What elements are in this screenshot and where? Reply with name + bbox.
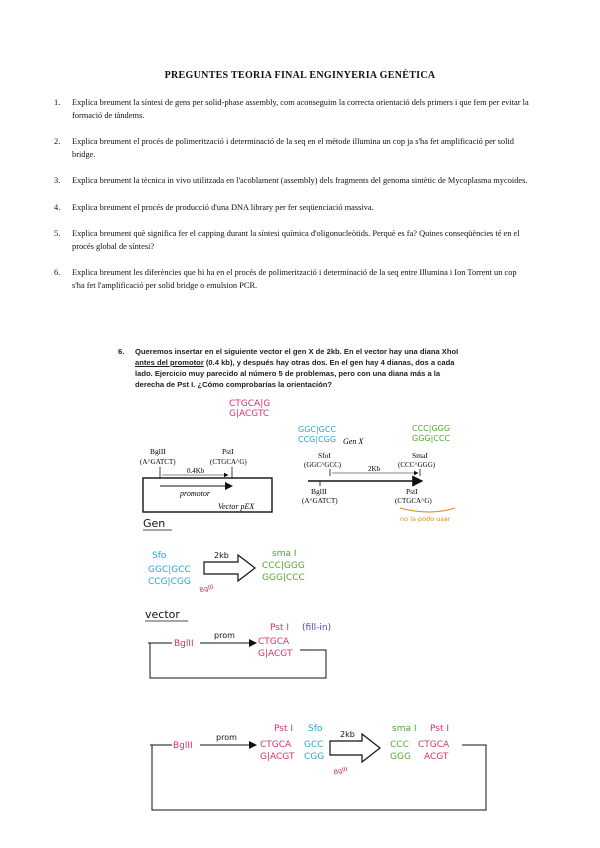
sfo-seq-bottom: CCG|CGG [298, 435, 337, 444]
smai-site: (CCC^GGG) [398, 461, 436, 469]
final-bgl-small: BglII [332, 765, 349, 777]
final-construct [150, 724, 486, 810]
final-sfo-bottom: CGG [304, 752, 325, 762]
final-sma-label: sma I [392, 724, 417, 734]
psti2-site: (CTGCA^G) [395, 497, 432, 505]
question-number: 4. [54, 202, 61, 212]
bglii2-site: (A^GATCT) [302, 497, 338, 505]
vector-name: Vector pEX [218, 502, 255, 511]
question-text: Explica breument el procés de polimerització i determinació de la seq en el mètode illumina un cop ja s'ha fet amplificació per solid bridge. [72, 137, 514, 159]
page-title: PREGUNTES TEORIA FINAL ENGINYERIA GENÈTICA [164, 70, 436, 81]
sma-seq-bottom: GGG|CCC [412, 434, 451, 443]
question-text: Explica breument les diferències que hi ha en el procés de polimerització i determinació de la seq entre Illumina i Ion Torrent un cop s'ha fet l'amplificació per solid bridge o emulsion PCR. [72, 268, 517, 290]
vector-pst-top: CTGCA [258, 637, 290, 647]
final-gene-arrow [330, 734, 380, 762]
orange-underline [400, 508, 455, 512]
final-2kb: 2kb [340, 730, 355, 739]
question-number: 2. [54, 137, 61, 146]
gen-sfo-label: Sfo [152, 551, 167, 561]
bglii2-label: BglII [311, 487, 327, 496]
pst-seq-top: CTGCA|G [229, 399, 271, 409]
vector-section [145, 608, 331, 678]
question-text: Explica breument què significa fer el capping durant la síntesi química d'oligonucleòtids. Perquè es fa? Quines conseqüències té en el procés global de síntesi? [72, 229, 520, 251]
final-pst2-top: CTGCA [418, 740, 450, 750]
gen-sma-top: CCC|GGG [262, 561, 305, 571]
bglii-label: BglII [150, 447, 166, 456]
question-number: 3. [54, 176, 61, 185]
question-number: 5. [54, 229, 61, 238]
gen-heading: Gen [143, 517, 166, 530]
vector-diagram [140, 399, 455, 523]
distance-2kb: 2Kb [368, 465, 381, 473]
gen-2kb: 2kb [214, 551, 229, 560]
final-pst-label: Pst I [274, 724, 294, 734]
vector-prom: prom [214, 631, 235, 640]
gen-sma-label: sma I [272, 549, 297, 559]
question-text: Explica breument la síntesi de gens per solid-phase assembly, com aconseguim la correcta orientació dels primers i que fem per evitar la formació de tàndems. [72, 98, 529, 120]
psti2-label: PstI [406, 487, 418, 496]
final-sma-bottom: GGG [390, 752, 411, 762]
gen-section [143, 517, 305, 594]
sma-seq-top: CCC|GGG [412, 424, 451, 433]
question-text: Explica breument la tècnica in vivo utilitzada en l'acoblament (assembly) dels fragments del genoma sintètic de Mycoplasma mycoides. [72, 176, 528, 185]
sfo-seq-top: GGC|GCC [298, 425, 337, 434]
gen-arrow [204, 555, 255, 581]
final-pst2-label: Pst I [430, 724, 450, 734]
final-bgl: BglII [173, 741, 193, 751]
final-pst-top: CTGCA [260, 740, 292, 750]
psti-label: PstI [222, 447, 234, 456]
final-sfo-top: GCC [304, 740, 324, 750]
final-prom: prom [216, 733, 237, 742]
question-text: Explica breument el procés de producció d'una DNA library per fer seqüenciació massiva. [72, 202, 374, 212]
gene-label: Gen X [343, 437, 364, 446]
vector-fill-in: (fill-in) [302, 623, 332, 633]
gen-bgl-small: BglII [198, 582, 215, 595]
question-number: 1. [54, 98, 61, 107]
final-sma-top: CCC [390, 740, 409, 750]
exercise-underlined: antes del promotor [135, 358, 204, 367]
final-sfo-label: Sfo [308, 724, 323, 734]
psti-site: (CTGCA^G) [210, 458, 247, 466]
bglii-site: (A^GATCT) [140, 458, 176, 466]
vector-pst-label: Pst I [270, 623, 290, 633]
exercise-text-before: Queremos insertar en el siguiente vector el gen X de 2kb. En el vector hay una diana XhoI [135, 347, 459, 356]
sfoi-site: (GGC^GCC) [304, 461, 342, 469]
distance-04kb: 0.4Kb [187, 467, 205, 475]
smai-label: SmaI [412, 451, 428, 460]
gen-sfo-bottom: CCG|CGG [148, 577, 191, 587]
exercise-text-after: (0.4 kb), y después hay otras dos. En el gen hay 4 dianas, dos a cada lado. Ejercicio muy parecido al número 5 de problemas, pero con una diana más a la derecha de Pst I. ¿Cómo comprobarías la orientación? [135, 358, 455, 389]
question-number: 6. [54, 268, 61, 277]
exercise-number: 6. [118, 347, 125, 356]
orange-note: no la podo usar [400, 515, 451, 523]
gen-sma-bottom: GGG|CCC [262, 573, 305, 583]
sfoi-label: SfoI [318, 451, 331, 460]
pst-seq-bottom: G|ACGTC [229, 409, 270, 419]
vector-heading: vector [145, 608, 180, 621]
final-pst-bottom: G|ACGT [260, 752, 295, 762]
vector-pst-bottom: G|ACGT [258, 649, 293, 659]
final-pst2-bottom: ACGT [424, 752, 449, 762]
gen-sfo-top: GGC|GCC [148, 565, 191, 575]
promotor-label: promotor [180, 489, 210, 498]
vector-bgl: BglII [174, 639, 194, 649]
